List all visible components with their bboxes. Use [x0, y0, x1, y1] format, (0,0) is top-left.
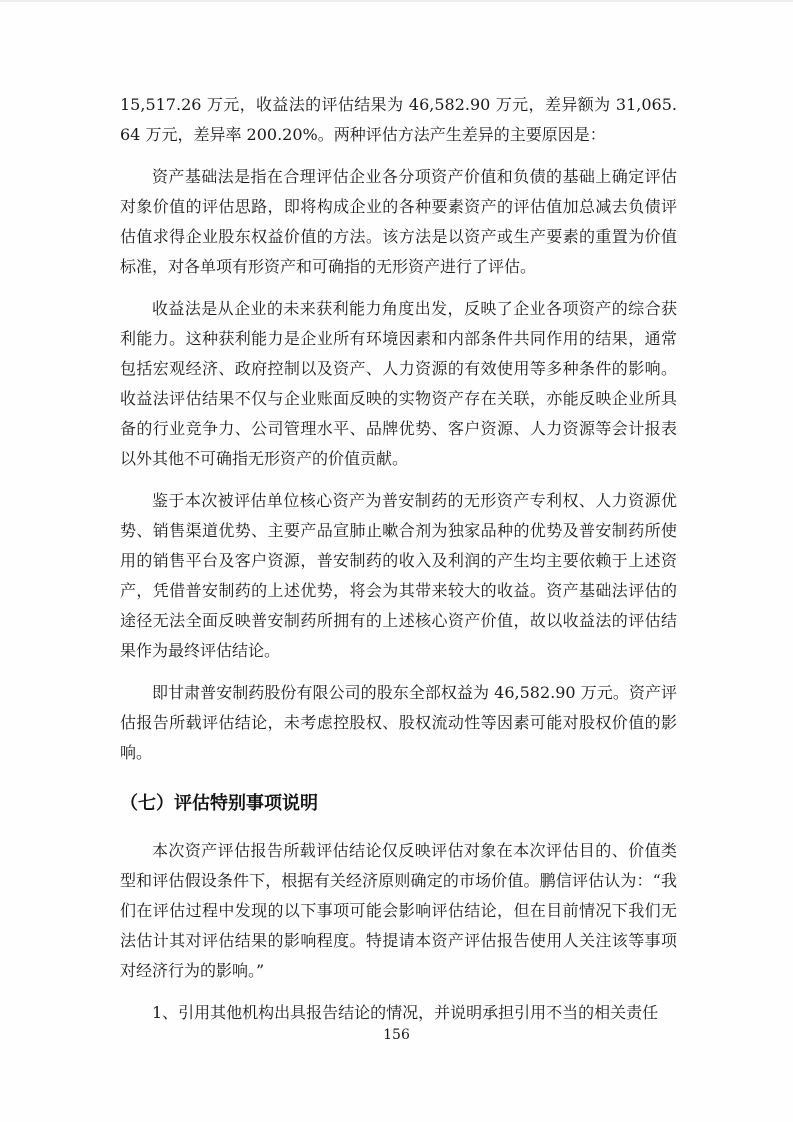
paragraph-asset-based-method: 资产基础法是指在合理评估企业各分项资产价值和负债的基础上确定评估对象价值的评估思路，即将构成企业的各种要素资产的评估值加总减去负债评估值求得企业股东权益价值的方法。该方法是以资产或生产要素的重置为价值标准，对各单项有形资产和可确指的无形资产进行了评估。	[120, 167, 677, 276]
paragraph-item-1-cited-reports: 1、引用其他机构出具报告结论的情况，并说明承担引用不当的相关责任	[152, 1003, 659, 1022]
scan-edge-artifact	[0, 0, 793, 2]
paragraph-special-matters-intro: 本次资产评估报告所载评估结论仅反映评估对象在本次评估目的、价值类型和评估假设条件下，根据有关经济原则确定的市场价值。鹏信评估认为：“我们在评估过程中发现的以下事项可能会影响评估结论，但在目前情况下我们无法估计其对评估结果的影响程度。特提请本资产评估报告使用人关注该等事项对经济行为的影响。”	[120, 841, 677, 980]
paragraph-valuation-difference: 15,517.26 万元，收益法的评估结果为 46,582.90 万元，差异额为 31,065.64 万元，差异率 200.20%。两种评估方法产生差异的主要原因是：	[120, 95, 677, 144]
section-heading-special-matters: （七）评估特别事项说明	[120, 793, 318, 814]
paragraph-core-assets-rationale: 鉴于本次被评估单位核心资产为普安制药的无形资产专利权、人力资源优势、销售渠道优势、主要产品宣肺止嗽合剂为独家品种的优势及普安制药所使用的销售平台及客户资源，普安制药的收入及利润的产生均主要依赖于上述资产，凭借普安制药的上述优势，将会为其带来较大的收益。资产基础法评估的途径无法全面反映普安制药所拥有的上述核心资产价值，故以收益法的评估结果作为最终评估结论。	[120, 491, 677, 660]
page-number: 156	[383, 1027, 410, 1043]
paragraph-income-method: 收益法是从企业的未来获利能力角度出发，反映了企业各项资产的综合获利能力。这种获利能力是企业所有环境因素和内部条件共同作用的结果，通常包括宏观经济、政府控制以及资产、人力资源的有效使用等多种条件的影响。收益法评估结果不仅与企业账面反映的实物资产存在关联，亦能反映企业所具备的行业竞争力、公司管理水平、品牌优势、客户资源、人力资源等会计报表以外其他不可确指无形资产的价值贡献。	[120, 299, 677, 468]
page-content	[120, 90, 677, 1028]
paragraph-final-conclusion: 即甘肃普安制药股份有限公司的股东全部权益为 46,582.90 万元。资产评估报告所载评估结论，未考虑控股权、股权流动性等因素可能对股权价值的影响。	[120, 683, 677, 762]
